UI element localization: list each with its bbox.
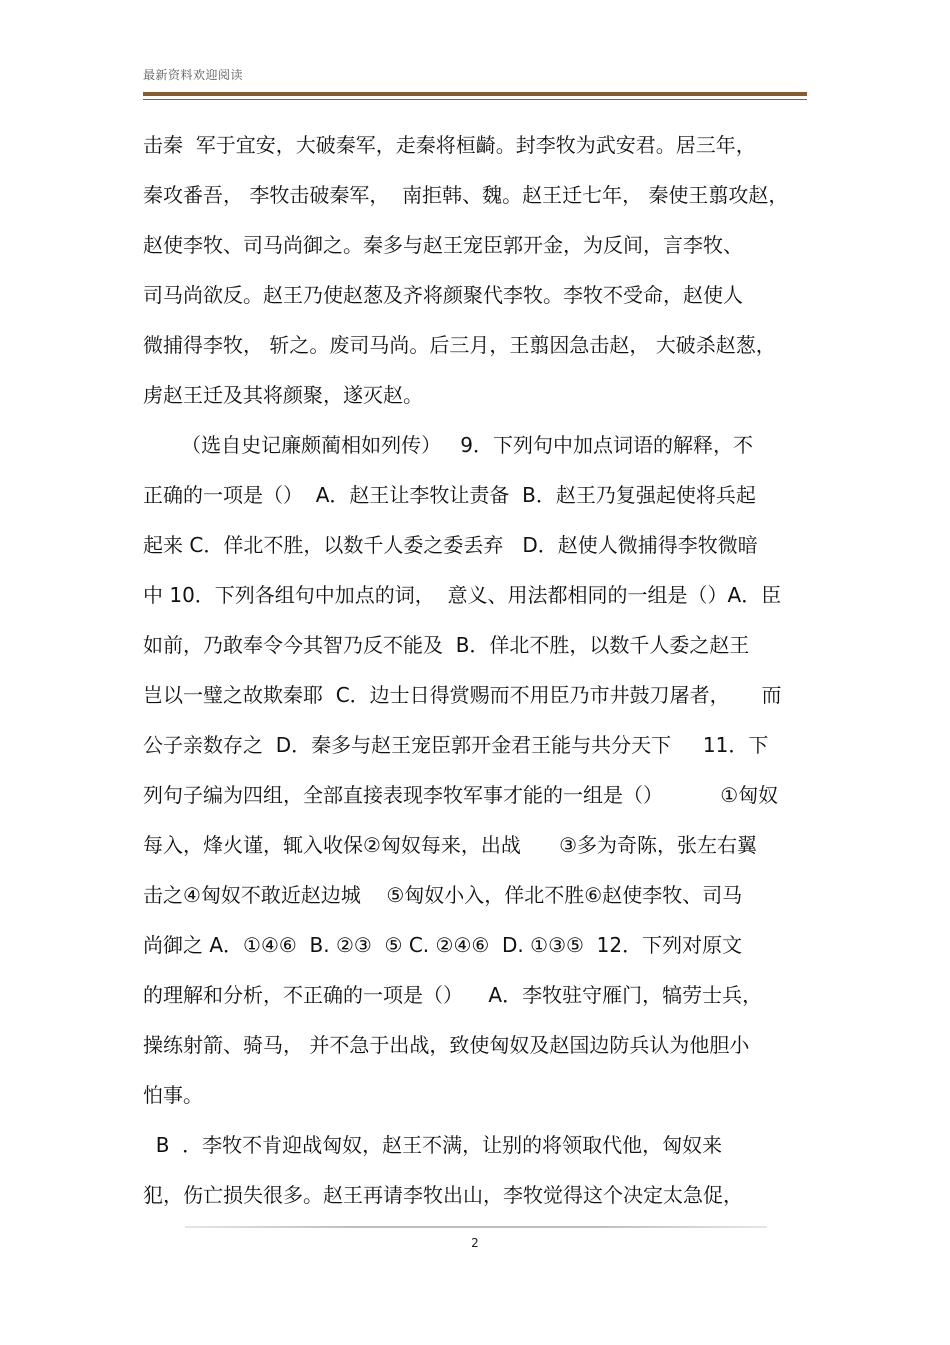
body-line: 中 10．下列各组句中加点的词， 意义、用法都相同的一组是（）A．臣 (143, 583, 782, 607)
header-rule-thick (143, 92, 807, 96)
body-line: 公子亲数存之 D．秦多与赵王宠臣郭开金君王能与共分天下 11．下 (143, 733, 769, 757)
body-line: 虏赵王迁及其将颜聚，遂灭赵。 (143, 383, 423, 407)
page-header-text: 最新资料欢迎阅读 (143, 68, 244, 82)
header-rule-thin (143, 99, 807, 100)
body-line: B ．李牧不肯迎战匈奴，赵王不满，让别的将领取代他，匈奴来 (143, 1133, 723, 1157)
footer-rule (185, 1226, 767, 1228)
body-line: 的理解和分析，不正确的一项是（） A．李牧驻守雁门，犒劳士兵， (143, 983, 763, 1007)
body-line: 操练射箭、骑马， 并不急于出战，致使匈奴及赵国边防兵认为他胆小 (143, 1033, 750, 1057)
body-line: 如前，乃敢奉令今其智乃反不能及 B．佯北不胜，以数千人委之赵王 (143, 633, 750, 657)
body-line: 击之④匈奴不敢近赵边城 ⑤匈奴小入，佯北不胜⑥赵使李牧、司马 (143, 883, 743, 907)
page-number: 2 (471, 1236, 479, 1250)
body-line: 起来 C．佯北不胜，以数千人委之委丢弃 D．赵使人微捕得李牧微暗 (143, 533, 758, 557)
body-line: 正确的一项是（） A．赵王让李牧让责备 B．赵王乃复强起使将兵起 (143, 483, 756, 507)
body-line: 尚御之 A．①④⑥ B. ②③ ⑤ C. ②④⑥ D. ①③⑤ 12．下列对原文 (143, 933, 743, 957)
body-line: 击秦 军于宜安，大破秦军，走秦将桓齮。封李牧为武安君。居三年， (143, 133, 756, 157)
body-line: 犯，伤亡损失很多。赵王再请李牧出山，李牧觉得这个决定太急促， (143, 1183, 743, 1207)
body-line: 司马尚欲反。赵王乃使赵葱及齐将颜聚代李牧。李牧不受命，赵使人 (143, 283, 743, 307)
body-line: 列句子编为四组，全部直接表现李牧军事才能的一组是（） ①匈奴 (143, 783, 779, 807)
body-line: 岂以一璧之故欺秦耶 C．边士日得赏赐而不用臣乃市井鼓刀屠者， 而 (143, 683, 782, 707)
body-line: （选自史记廉颇蔺相如列传） 9．下列句中加点词语的解释，不 (143, 433, 753, 457)
body-line: 怕事。 (143, 1083, 203, 1107)
body-line: 微捕得李牧， 斩之。废司马尚。后三月，王翦因急击赵， 大破杀赵葱， (143, 333, 776, 357)
body-text (143, 120, 813, 1220)
body-line: 赵使李牧、司马尚御之。秦多与赵王宠臣郭开金，为反间，言李牧、 (143, 233, 743, 257)
body-line: 每入，烽火谨，辄入收保②匈奴每来，出战 ③多为奇陈，张左右翼 (143, 833, 758, 857)
body-line: 秦攻番吾， 李牧击破秦军， 南拒韩、魏。赵王迁七年， 秦使王翦攻赵， (143, 183, 789, 207)
